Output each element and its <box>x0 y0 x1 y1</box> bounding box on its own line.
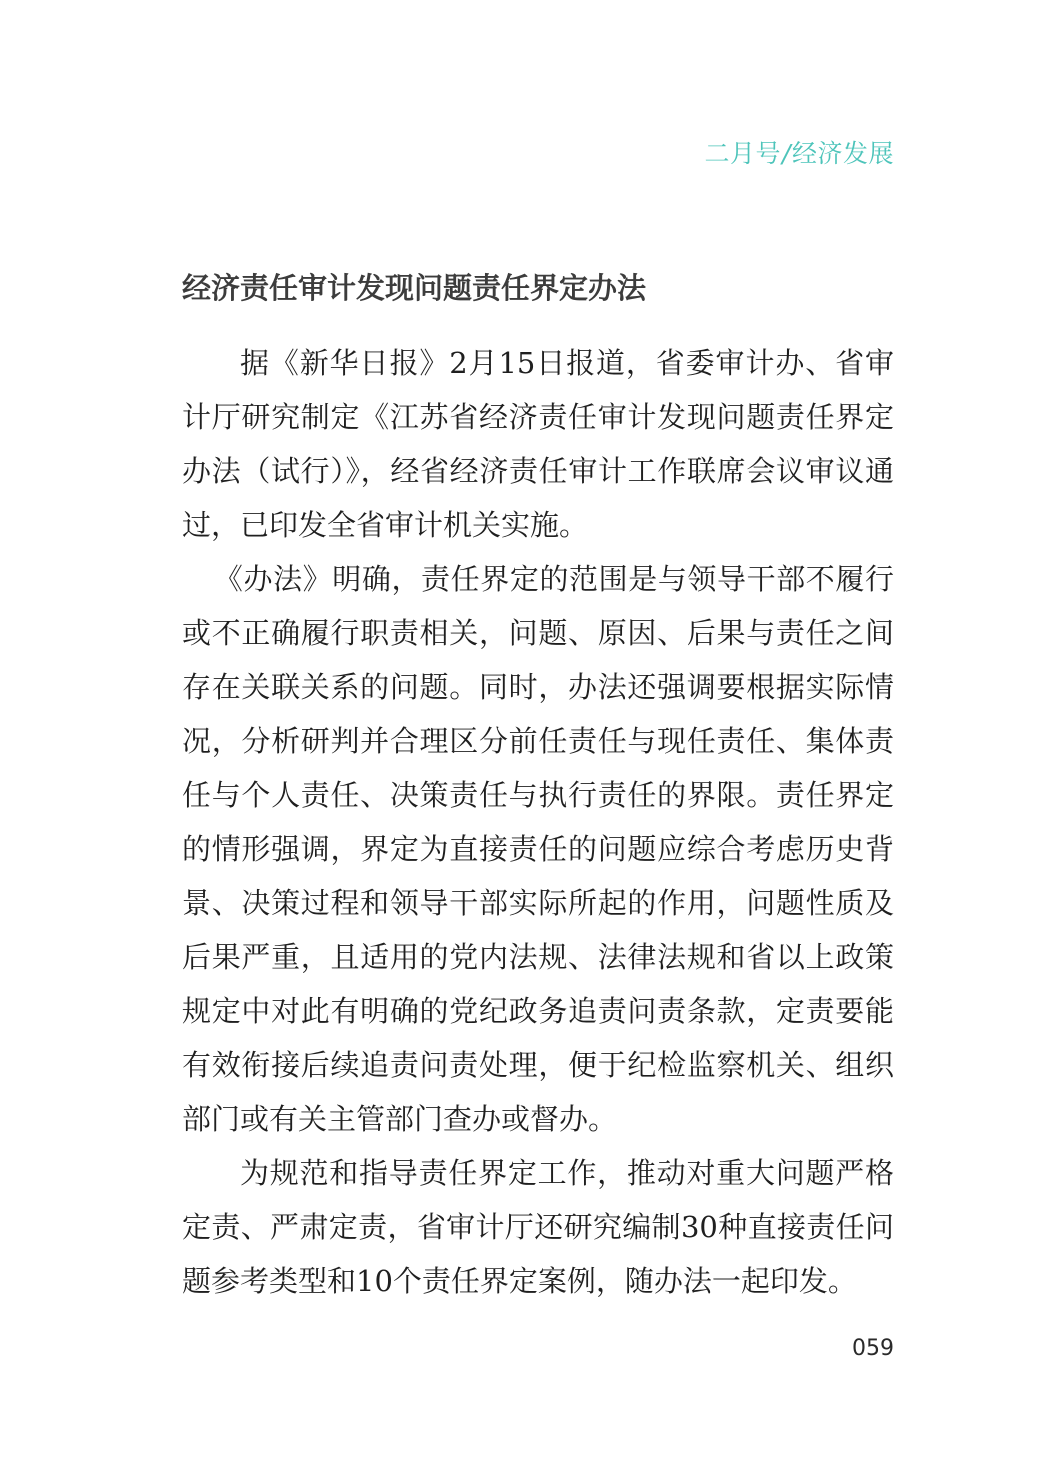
article-body <box>182 336 894 1308</box>
article-title: 经济责任审计发现问题责任界定办法 <box>182 271 647 305</box>
header-separator: / <box>782 139 791 168</box>
section-label: 经济发展 <box>791 139 894 168</box>
running-header <box>705 134 894 170</box>
page-number: 059 <box>852 1336 894 1361</box>
paragraph: 为规范和指导责任界定工作，推动对重大问题严格定责、严肃定责，省审计厅还研究编制30种直接责任问题参考类型和10个责任界定案例，随办法一起印发。 <box>182 1156 894 1298</box>
issue-label: 二月号 <box>704 139 782 168</box>
paragraph: 《办法》明确，责任界定的范围是与领导干部不履行或不正确履行职责相关，问题、原因、后果与责任之间存在关联关系的问题。同时，办法还强调要根据实际情况，分析研判并合理区分前任责任与现任责任、集体责任与个人责任、决策责任与执行责任的界限。责任界定的情形强调，界定为直接责任的问题应综合考虑历史背景、决策过程和领导干部实际所起的作用，问题性质及后果严重，且适用的党内法规、法律法规和省以上政策规定中对此有明确的党纪政务追责问责条款，定责要能有效衔接后续追责问责处理，便于纪检监察机关、组织部门或有关主管部门查办或督办。 <box>182 562 894 1136</box>
paragraph: 据《新华日报》2月15日报道，省委审计办、省审计厅研究制定《江苏省经济责任审计发现问题责任界定办法（试行）》，经省经济责任审计工作联席会议审议通过，已印发全省审计机关实施。 <box>182 346 894 542</box>
